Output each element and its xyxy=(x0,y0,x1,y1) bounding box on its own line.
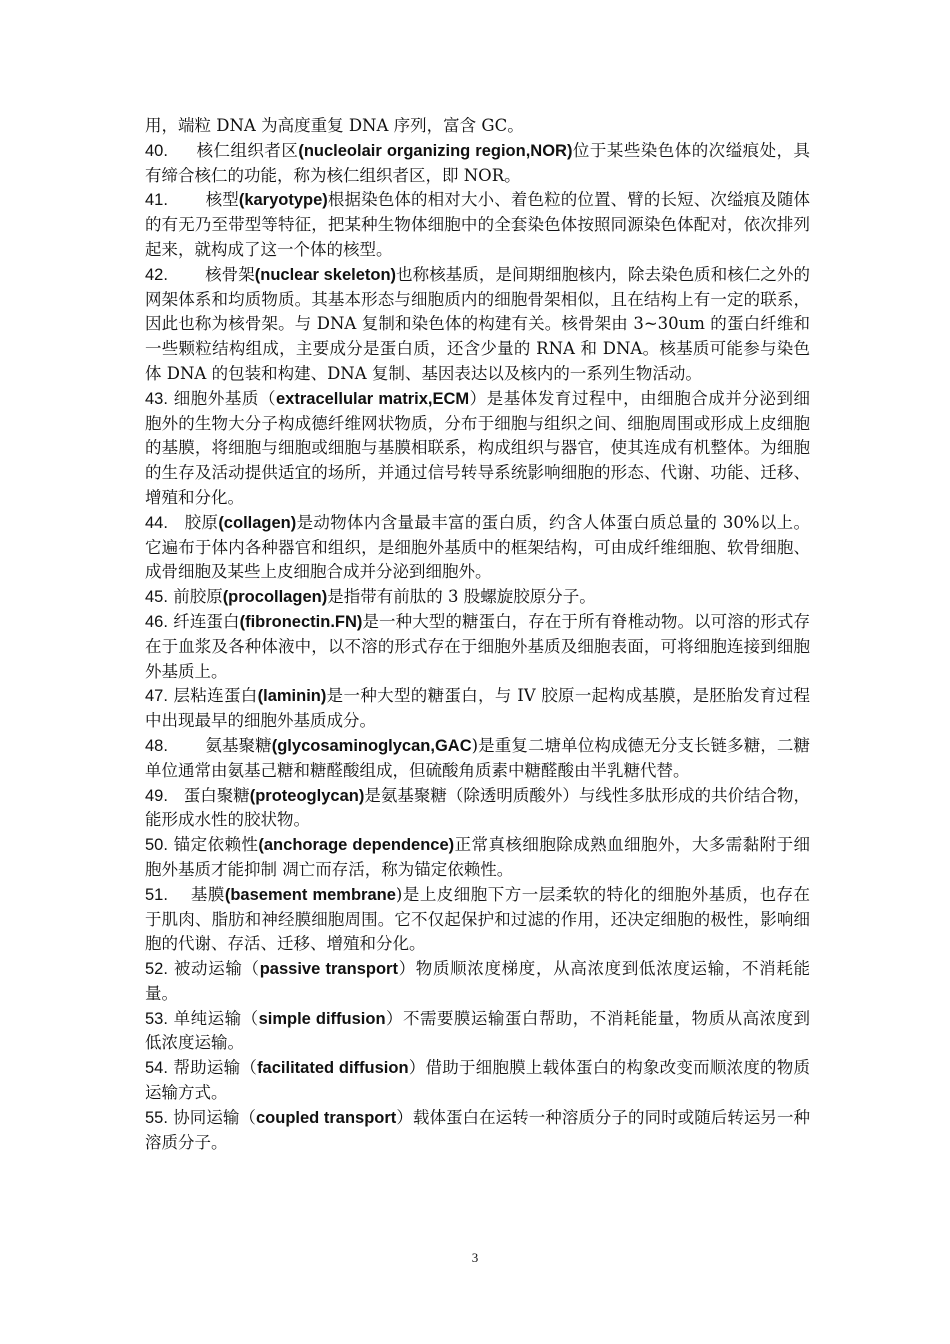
entry-number: 48. xyxy=(145,736,168,755)
entry-40 xyxy=(145,139,810,189)
term-en: (glycosaminoglycan,GAC xyxy=(271,736,472,755)
term-en: simple diffusion xyxy=(258,1009,386,1028)
entry-text: 用，端粒 DNA 为高度重复 DNA 序列，富含 GC。 xyxy=(145,116,524,135)
term-zh: 基膜 xyxy=(190,884,225,904)
entry-44 xyxy=(145,511,810,585)
term-zh: 核仁组织者区 xyxy=(196,140,299,160)
term-en: coupled transport xyxy=(255,1108,397,1127)
definition: 是一种大型的糖蛋白，与 IV 胶原一起构成基膜，是胚胎发育过程中出现最早的细胞外基质成分。 xyxy=(145,686,811,731)
term-zh: 核骨架 xyxy=(205,264,255,284)
entry-number: 45. xyxy=(145,588,168,607)
entry-45 xyxy=(145,585,810,610)
term-zh: 锚定依赖性 xyxy=(173,835,259,855)
term-en: (basement membrane xyxy=(224,885,396,904)
term-en: (procollagen) xyxy=(222,588,328,607)
entry-number: 50. xyxy=(145,836,168,855)
entry-number: 44. xyxy=(145,513,168,532)
entry-number: 42. xyxy=(145,265,168,284)
term-zh: 核型 xyxy=(205,190,239,210)
entry-number: 52. xyxy=(145,960,168,979)
definition: ）物质顺浓度梯度，从高浓度到低浓度运输，不消耗能量。 xyxy=(145,959,811,1003)
definition: 位于某些染色体的次缢痕处，具有缔合核仁的功能，称为核仁组织者区，即 NOR。 xyxy=(145,140,811,185)
entry-number: 49. xyxy=(145,786,168,805)
definition: ）载体蛋白在运转一种溶质分子的同时或随后转运另一种溶质分子。 xyxy=(145,1107,811,1152)
definition: 是氨基聚糖（除透明质酸外）与线性多肽形成的共价结合物，能形成水性的胶状物。 xyxy=(145,785,811,830)
term-en: (fibronectin.FN) xyxy=(239,612,363,631)
entry-53 xyxy=(145,1007,810,1057)
term-zh: 蛋白聚糖 xyxy=(183,785,250,805)
term-zh: 前胶原 xyxy=(173,587,223,607)
entry-number: 51. xyxy=(145,885,168,904)
term-zh: 单纯运输（ xyxy=(173,1008,259,1028)
definition: 是指带有前肽的 3 股螺旋胶原分子。 xyxy=(327,587,596,607)
entry-46 xyxy=(145,610,810,684)
term-en: (anchorage dependence) xyxy=(258,836,455,855)
definition: )是重复二塘单位构成德无分支长链多糖，二糖单位通常由氨基己糖和糖醛酸组成，但硫酸角质素中糖醛酸由半乳糖代替。 xyxy=(145,735,811,780)
term-en: (proteoglycan) xyxy=(249,786,365,805)
entry-continuation xyxy=(145,114,810,139)
term-zh: 帮助运输（ xyxy=(173,1058,258,1078)
entry-55 xyxy=(145,1106,810,1156)
entry-41 xyxy=(145,188,810,262)
page-number: 3 xyxy=(471,1250,479,1265)
term-zh: 被动运输（ xyxy=(173,959,260,979)
term-en: passive transport xyxy=(259,960,398,979)
definition: 也称核基质，是间期细胞核内，除去染色质和核仁之外的网架体系和均质物质。其基本形态与细胞质内的细胞骨架相似，且在结构上有一定的联系，因此也称为核骨架。与 DNA 复制和染色体的构建有关。核骨架由 3~30um 的蛋白纤维和一些颗粒结构组成，主要成分是蛋白质，还含少量的 RNA 和 DNA。核基质可能参与染色体 DNA 的包装和构建、DNA 复制、基因表达以及核内的一系列生物活动。 xyxy=(145,264,811,383)
term-en: (nuclear skeleton) xyxy=(254,265,397,284)
term-zh: 细胞外基质（ xyxy=(173,388,276,408)
term-zh: 氨基聚糖 xyxy=(205,735,272,755)
entry-number: 46. xyxy=(145,612,168,631)
entry-number: 53. xyxy=(145,1009,168,1028)
entry-54 xyxy=(145,1056,810,1106)
term-en: (nucleolair organizing region,NOR) xyxy=(298,141,573,160)
entry-49 xyxy=(145,784,810,834)
term-en: (karyotype) xyxy=(238,191,328,210)
definition: )是上皮细胞下方一层柔软的特化的细胞外基质，也存在于肌肉、脂肪和神经膜细胞周围。它不仅起保护和过滤的作用，还决定细胞的极性，影响细胞的代谢、存活、迁移、增殖和分化。 xyxy=(145,884,811,954)
entry-number: 55. xyxy=(145,1108,168,1127)
term-en: facilitated diffusion xyxy=(257,1059,409,1078)
entry-42 xyxy=(145,263,810,387)
definition: ）不需要膜运输蛋白帮助，不消耗能量，物质从高浓度到低浓度运输。 xyxy=(145,1008,810,1053)
entry-52 xyxy=(145,957,810,1007)
definition: 是动物体内含量最丰富的蛋白质，约含人体蛋白质总量的 30%以上。它遍布于体内各种器官和组织，是细胞外基质中的框架结构，可由成纤维细胞、软骨细胞、成骨细胞及某些上皮细胞合成并分泌到细胞外。 xyxy=(145,512,810,582)
definition: ）借助于细胞膜上载体蛋白的构象改变而顺浓度的物质运输方式。 xyxy=(145,1058,811,1103)
term-en: extracellular matrix,ECM xyxy=(276,389,470,408)
document-body xyxy=(145,114,810,1155)
definition: 是一种大型的糖蛋白，存在于所有脊椎动物。以可溶的形式存在于血浆及各种体液中，以不溶的形式存在于细胞外基质及细胞表面，可将细胞连接到细胞外基质上。 xyxy=(145,611,811,681)
entry-50 xyxy=(145,833,810,883)
entry-48 xyxy=(145,734,810,784)
definition: ）是基体发育过程中，由细胞合成并分泌到细胞外的生物大分子构成德纤维网状物质，分布于细胞与组织之间、细胞周围或形成上皮细胞的基膜，将细胞与细胞或细胞与基膜相联系，构成组织与器官，使其连成有机整体。为细胞的生存及活动提供适宜的场所，并通过信号转导系统影响细胞的形态、代谢、功能、迁移、增殖和分化。 xyxy=(145,388,811,507)
entry-number: 47. xyxy=(145,687,168,706)
entry-47 xyxy=(145,684,810,734)
term-zh: 胶原 xyxy=(184,512,219,532)
definition: 根据染色体的相对大小、着色粒的位置、臂的长短、次缢痕及随体的有无乃至带型等特征，把某种生物体细胞中的全套染色体按照同源染色体配对，依次排列起来，就构成了这一个体的核型。 xyxy=(145,190,811,259)
entry-number: 43. xyxy=(145,389,168,408)
definition: 正常真核细胞除成熟血细胞外，大多需黏附于细胞外基质才能抑制 凋亡而存活，称为锚定依赖性。 xyxy=(145,835,811,879)
entry-number: 40. xyxy=(145,141,168,160)
entry-43 xyxy=(145,387,810,511)
entry-number: 54. xyxy=(145,1059,168,1078)
term-en: (collagen) xyxy=(218,513,297,532)
term-zh: 协同运输（ xyxy=(173,1107,256,1127)
term-zh: 层粘连蛋白 xyxy=(173,686,258,706)
term-zh: 纤连蛋白 xyxy=(173,611,240,631)
entry-number: 41. xyxy=(145,191,168,210)
term-en: (laminin) xyxy=(257,687,327,706)
entry-51 xyxy=(145,883,810,957)
